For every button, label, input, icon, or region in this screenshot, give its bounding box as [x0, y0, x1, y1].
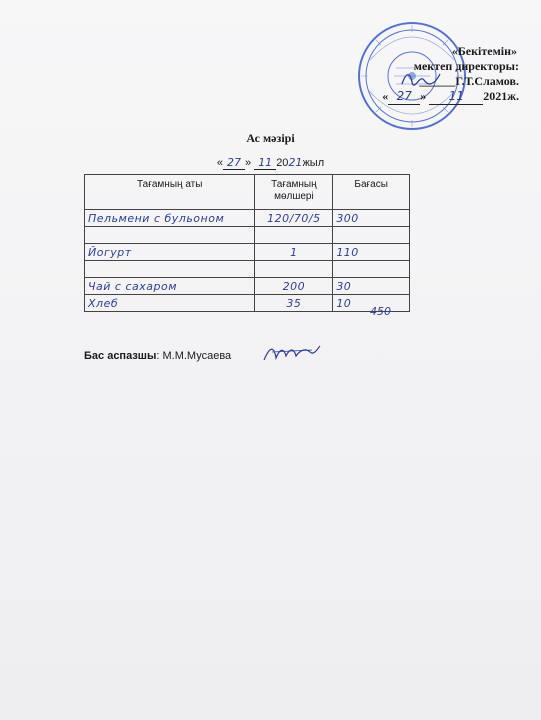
approval-day: 27 — [388, 89, 420, 105]
year-suffix: жыл — [302, 157, 325, 169]
chef-signature — [262, 342, 322, 364]
empty-cell — [255, 227, 333, 244]
quote-close: » — [245, 157, 252, 169]
menu-date — [0, 156, 541, 170]
dish-name-text: Хлеб — [88, 296, 119, 310]
dish-name — [85, 278, 255, 295]
dish-amount-text: 200 — [282, 279, 306, 293]
quote-close: » — [420, 89, 427, 103]
empty-cell — [85, 227, 255, 244]
menu-table — [84, 174, 410, 312]
empty-cell — [255, 261, 333, 278]
director-name-line: ______Г.Т.Сламов. — [419, 74, 519, 88]
dish-amount — [255, 295, 333, 312]
dish-amount — [255, 244, 333, 261]
header-price: Бағасы — [333, 175, 410, 210]
table-row — [85, 210, 410, 227]
table-row-empty — [85, 261, 410, 278]
table-row — [85, 295, 410, 312]
dish-price — [333, 244, 410, 261]
dish-name-text: Пельмени с бульоном — [88, 211, 225, 225]
dish-price-text: 110 — [336, 245, 359, 259]
year-prefix: 20 — [276, 157, 289, 169]
header-dish-name: Тағамның аты — [85, 175, 255, 210]
empty-cell — [85, 261, 255, 278]
menu-title: Ас мәзірі — [246, 131, 295, 145]
empty-cell — [333, 227, 410, 244]
table-row — [85, 278, 410, 295]
quote-open: « — [382, 89, 389, 103]
dish-amount-text: 35 — [286, 296, 302, 310]
table-row-empty — [85, 227, 410, 244]
dish-name — [85, 244, 255, 261]
dish-amount-text: 120/70/5 — [267, 211, 321, 225]
approval-heading: «Бекітемін» — [451, 44, 517, 58]
dish-price-text: 10 — [336, 296, 352, 310]
chef-line — [84, 350, 231, 362]
director-name: Г.Т.Сламов. — [455, 74, 519, 88]
approval-date — [382, 89, 519, 105]
table-row — [85, 244, 410, 261]
empty-cell — [333, 261, 410, 278]
dish-price-text: 300 — [336, 211, 359, 225]
chef-colon: : — [156, 350, 160, 362]
chef-label: Бас аспазшы — [84, 350, 157, 362]
approval-year: 2021ж. — [483, 89, 519, 103]
year-handwritten: 21 — [288, 156, 303, 169]
dish-price — [333, 210, 410, 227]
menu-day: 27 — [223, 156, 245, 170]
approval-month: 11 — [429, 89, 483, 105]
approval-role: мектеп директоры: — [413, 59, 519, 73]
dish-name — [85, 295, 255, 312]
menu-month: 11 — [254, 156, 276, 170]
dish-amount — [255, 210, 333, 227]
dish-price-text: 30 — [336, 279, 352, 293]
dish-name-text: Йогурт — [88, 245, 132, 259]
dish-name-text: Чай с сахаром — [88, 279, 178, 293]
header-amount: Тағамның мөлшері — [255, 175, 333, 210]
total-price: 450 — [370, 305, 391, 318]
dish-price — [333, 278, 410, 295]
table-header-row — [85, 175, 410, 210]
dish-name — [85, 210, 255, 227]
quote-open: « — [216, 157, 223, 169]
dish-amount — [255, 278, 333, 295]
chef-name: М.М.Мусаева — [162, 350, 232, 362]
dish-amount-text: 1 — [290, 245, 298, 259]
director-signature — [400, 70, 442, 88]
